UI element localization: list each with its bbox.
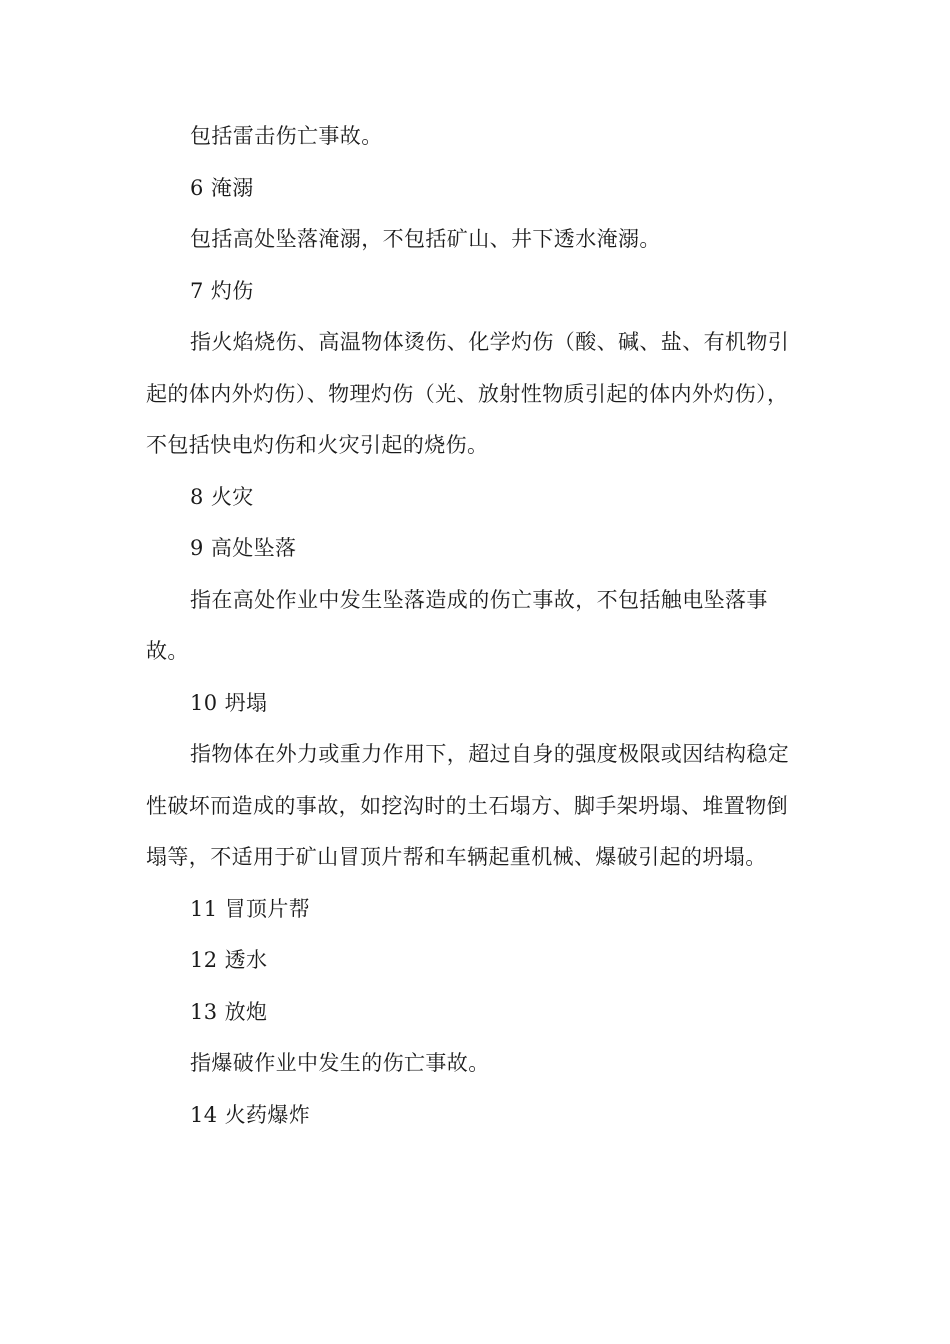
section-heading-roof-fall: 11 冒顶片帮 xyxy=(190,896,311,921)
paragraph: 包括高处坠落淹溺，不包括矿山、井下透水淹溺。 xyxy=(190,227,661,251)
section-heading-burns: 7 灼伤 xyxy=(190,278,254,303)
section-heading-explosives: 14 火药爆炸 xyxy=(190,1102,311,1127)
section-heading-fall: 9 高处坠落 xyxy=(190,536,297,560)
paragraph: 指在高处作业中发生坠落造成的伤亡事故，不包括触电坠落事故。 xyxy=(146,587,768,663)
paragraph: 指火焰烧伤、高温物体烫伤、化学灼伤（酸、碱、盐、有机物引起的体内外灼伤）、物理灼伤（光、放射性物质引起的体内外灼伤），不包括快电灼伤和火灾引起的烧伤。 xyxy=(146,330,790,457)
section-heading-drowning: 6 淹溺 xyxy=(190,175,254,200)
document-body xyxy=(146,111,798,1141)
section-heading-blasting: 13 放炮 xyxy=(190,999,268,1024)
section-heading-water-inrush: 12 透水 xyxy=(190,948,268,972)
paragraph: 指爆破作业中发生的伤亡事故。 xyxy=(190,1051,490,1075)
section-heading-collapse: 10 坍塌 xyxy=(190,690,268,715)
section-heading-fire: 8 火灾 xyxy=(190,484,254,509)
paragraph: 包括雷击伤亡事故。 xyxy=(190,124,383,148)
paragraph: 指物体在外力或重力作用下，超过自身的强度极限或因结构稳定性破坏而造成的事故，如挖沟时的土石塌方、脚手架坍塌、堆置物倒塌等，不适用于矿山冒顶片帮和车辆起重机械、爆破引起的坍塌。 xyxy=(146,742,790,869)
